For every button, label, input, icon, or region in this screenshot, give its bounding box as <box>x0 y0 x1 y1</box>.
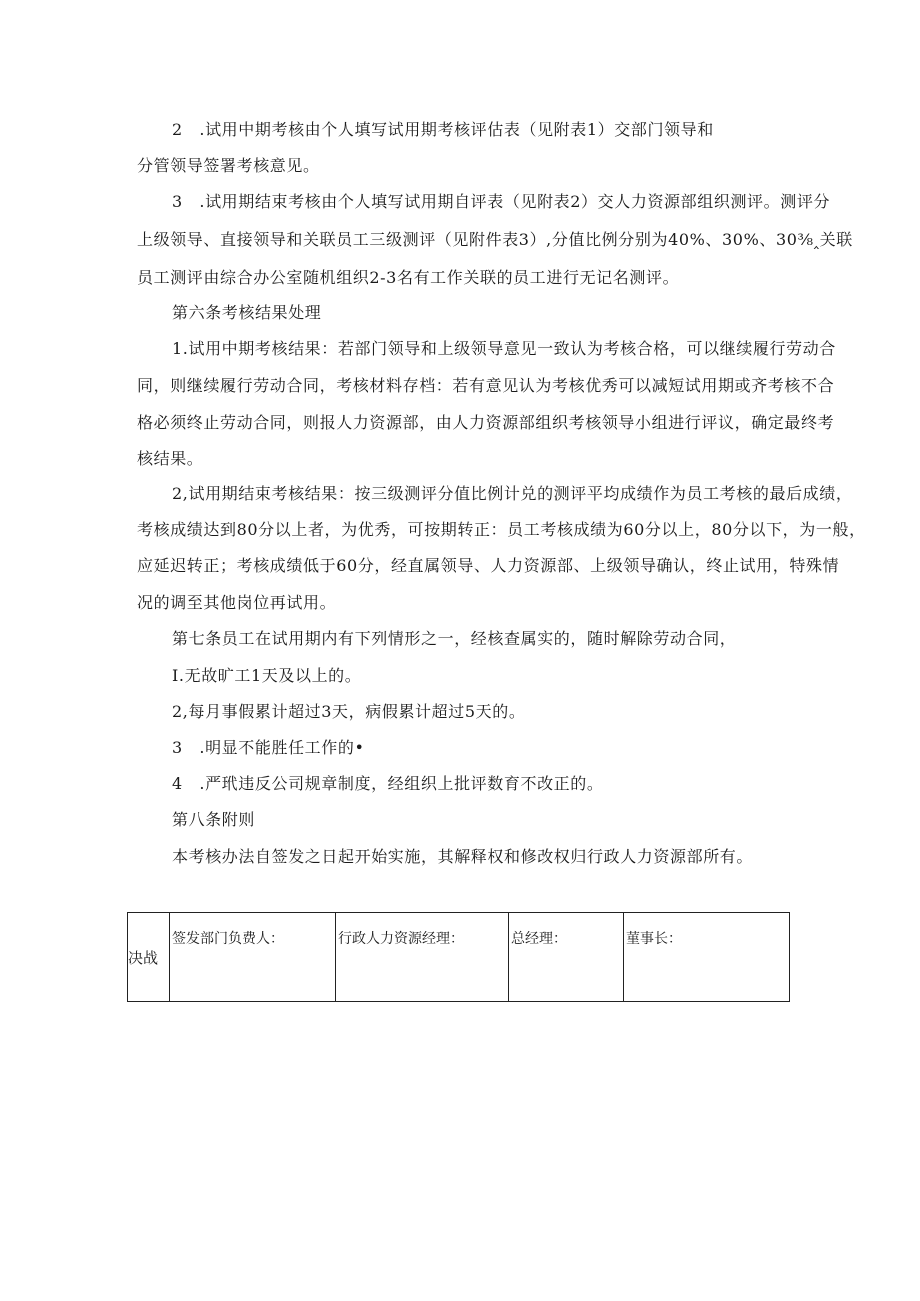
paragraph-line: 分管领导签署考核意见。 <box>137 156 320 175</box>
table-row <box>128 913 790 1002</box>
paragraph-line: 格必须终止劳动合同，则报人力资源部，由人力资源部组织考核领导小组进行评议，确定最终考 <box>137 413 835 432</box>
paragraph-line: 核结果。 <box>137 449 204 468</box>
section-heading: 第六条考核结果处理 <box>172 303 322 322</box>
paragraph-line: 本考核办法自签发之日起开始实施，其解释权和修改权归行政人力资源部所有。 <box>172 847 754 866</box>
paragraph-line: 3 .试用期结束考核由个人填写试用期自评表（见附表2）交人力资源部组织测评。测评分 <box>172 192 831 211</box>
signature-cell-general-manager: 总经理： <box>509 913 624 1002</box>
paragraph-line: 2,试用期结束考核结果：按三级测评分值比例计兑的测评平均成绩作为员工考核的最后成绩， <box>172 484 853 503</box>
paragraph-line: 1.试用中期考核结果：若部门领导和上级领导意见一致认为考核合格，可以继续履行劳动合 <box>172 339 836 358</box>
paragraph-line: 员工测评由综合办公室随机组织2-3名有工作关联的员工进行无记名测评。 <box>137 268 680 287</box>
list-item: 3 .明显不能胜任工作的• <box>172 738 365 757</box>
paragraph-line: 2 .试用中期考核由个人填写试用期考核评估表（见附表1）交部门领导和 <box>172 120 714 139</box>
paragraph-line: 况的调至其他岗位再试用。 <box>137 593 337 612</box>
section-heading: 第七条员工在试用期内有下列情形之一，经核查属实的，随时解除劳动合同， <box>172 629 737 648</box>
signature-header-cell: 决战 <box>128 913 170 1002</box>
list-item: I.无故旷工1天及以上的。 <box>172 666 362 685</box>
section-heading: 第八条附则 <box>172 810 256 829</box>
paragraph-line: 考核成绩达到80分以上者，为优秀，可按期转正：员工考核成绩为60分以上，80分以下，为一般， <box>137 520 866 539</box>
paragraph-line: 上级领导、直接领导和关联员工三级测评（见附件表3）,分值比例分别为40%、30%、30⅜‸关联 <box>137 230 853 249</box>
list-item: 4 .严玳违反公司规章制度，经组织上批评数育不改正的。 <box>172 774 604 793</box>
signature-cell-hr-manager: 行政人力资源经理： <box>336 913 509 1002</box>
list-item: 2,每月事假累计超过3天，病假累计超过5天的。 <box>172 702 526 721</box>
signature-cell-dept-head: 签发部门负费人： <box>170 913 336 1002</box>
paragraph-line: 应延迟转正；考核成绩低于60分，经直属领导、人力资源部、上级领导确认，终止试用，特殊情 <box>137 556 840 575</box>
paragraph-line: 同，则继续履行劳动合同，考核材料存档：若有意见认为考核优秀可以减短试用期或齐考核不合 <box>137 376 835 395</box>
signature-table <box>127 912 790 1002</box>
signature-cell-chairman: 菫事长： <box>624 913 790 1002</box>
